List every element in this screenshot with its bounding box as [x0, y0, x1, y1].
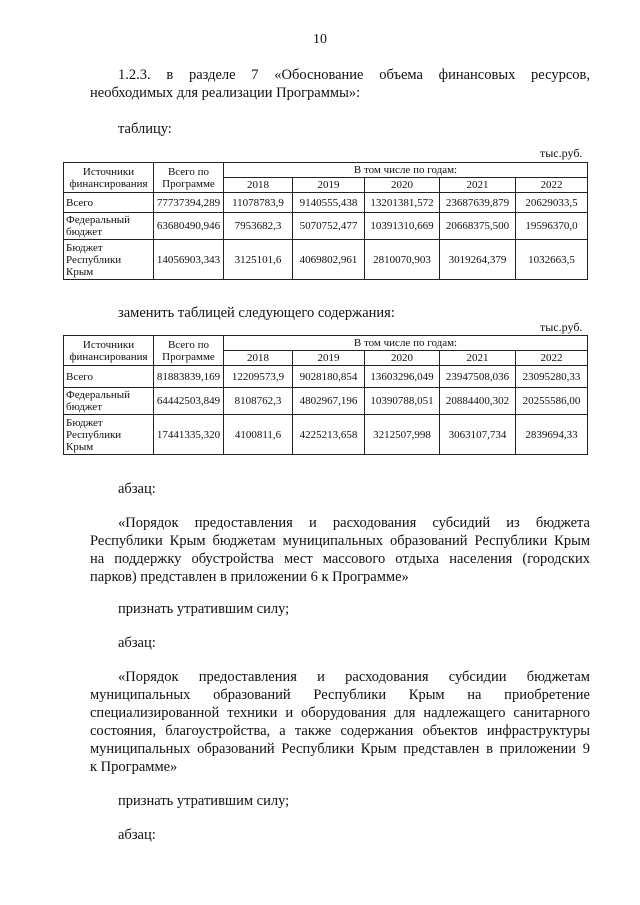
header-year: 2018	[224, 351, 293, 366]
quote2-line: к Программе»	[90, 759, 178, 775]
row-value: 19596370,0	[516, 213, 588, 240]
row-value: 23687639,879	[440, 193, 516, 213]
page-number: 10	[313, 32, 327, 47]
table-row	[64, 366, 588, 388]
row-value: 13603296,049	[365, 366, 440, 388]
invalid-text-1: признать утратившим силу;	[118, 601, 290, 617]
header-year: 2021	[440, 351, 516, 366]
table-row	[64, 240, 588, 280]
header-total: Всего по Программе	[154, 336, 224, 366]
quote1-line: Республики Крым бюджетам муниципальных образований Республики Крым	[90, 533, 590, 549]
row-value: 3063107,734	[440, 415, 516, 455]
header-source: Источники финансирования	[64, 163, 154, 193]
header-year: 2020	[365, 178, 440, 193]
row-value: 10391310,669	[365, 213, 440, 240]
row-value: 3212507,998	[365, 415, 440, 455]
row-value: 13201381,572	[365, 193, 440, 213]
row-value: 20884400,302	[440, 388, 516, 415]
row-source: Федеральный бюджет	[64, 388, 154, 415]
row-value: 23095280,33	[516, 366, 588, 388]
header-by-years: В том числе по годам:	[224, 336, 588, 351]
row-value: 20255586,00	[516, 388, 588, 415]
row-value: 20668375,500	[440, 213, 516, 240]
row-total: 63680490,946	[154, 213, 224, 240]
row-value: 4225213,658	[293, 415, 365, 455]
row-value: 10390788,051	[365, 388, 440, 415]
table-row	[64, 193, 588, 213]
row-total: 14056903,343	[154, 240, 224, 280]
row-value: 9140555,438	[293, 193, 365, 213]
row-value: 23947508,036	[440, 366, 516, 388]
row-source: Бюджет Республики Крым	[64, 415, 154, 455]
row-total: 17441335,320	[154, 415, 224, 455]
quote2-line: состояния, благоустройства, а также содержания объектов инфраструктуры	[90, 723, 590, 739]
header-year: 2019	[293, 178, 365, 193]
table-row	[64, 415, 588, 455]
quote2-line: муниципальных образований Республики Крым на приобретение	[90, 687, 590, 703]
row-value: 20629033,5	[516, 193, 588, 213]
abzac-label-2: абзац:	[118, 635, 156, 651]
row-value: 3019264,379	[440, 240, 516, 280]
row-value: 5070752,477	[293, 213, 365, 240]
header-year: 2019	[293, 351, 365, 366]
row-source: Всего	[64, 193, 154, 213]
quote2-line: муниципальных образований Республики Крым представлен в приложении 9	[90, 741, 590, 757]
row-value: 4069802,961	[293, 240, 365, 280]
new-financing-table	[63, 335, 588, 455]
table-label: таблицу:	[118, 121, 172, 137]
table-row	[64, 213, 588, 240]
row-value: 8108762,3	[224, 388, 293, 415]
unit-label-2: тыс.руб.	[540, 320, 583, 334]
header-year: 2022	[516, 351, 588, 366]
header-source: Источники финансирования	[64, 336, 154, 366]
quote1-line: парков) представлен в приложении 6 к Программе»	[90, 569, 409, 585]
row-value: 4802967,196	[293, 388, 365, 415]
unit-label-1: тыс.руб.	[540, 146, 583, 160]
invalid-text-2: признать утратившим силу;	[118, 793, 290, 809]
table-row	[64, 388, 588, 415]
row-value: 7953682,3	[224, 213, 293, 240]
header-total: Всего по Программе	[154, 163, 224, 193]
abzac-label-1: абзац:	[118, 481, 156, 497]
row-value: 2810070,903	[365, 240, 440, 280]
header-year: 2018	[224, 178, 293, 193]
row-value: 9028180,854	[293, 366, 365, 388]
header-year: 2022	[516, 178, 588, 193]
row-value: 2839694,33	[516, 415, 588, 455]
header-year: 2020	[365, 351, 440, 366]
row-total: 64442503,849	[154, 388, 224, 415]
quote2-line: «Порядок предоставления и расходования субсидии бюджетам	[118, 669, 590, 685]
quote1-line: «Порядок предоставления и расходования субсидий из бюджета	[118, 515, 590, 531]
row-value: 11078783,9	[224, 193, 293, 213]
row-source: Всего	[64, 366, 154, 388]
row-source: Федеральный бюджет	[64, 213, 154, 240]
abzac-label-3: абзац:	[118, 827, 156, 843]
quote1-line: на поддержку обустройства мест массового отдыха населения (городских	[90, 551, 590, 567]
replace-instruction: заменить таблицей следующего содержания:	[118, 305, 395, 321]
section-heading-line-1: 1.2.3. в разделе 7 «Обоснование объема финансовых ресурсов,	[118, 67, 590, 83]
header-year: 2021	[440, 178, 516, 193]
row-value: 12209573,9	[224, 366, 293, 388]
old-financing-table	[63, 162, 588, 280]
row-total: 77737394,289	[154, 193, 224, 213]
header-by-years: В том числе по годам:	[224, 163, 588, 178]
section-heading-line-2: необходимых для реализации Программы»:	[90, 85, 361, 101]
row-source: Бюджет Республики Крым	[64, 240, 154, 280]
row-value: 3125101,6	[224, 240, 293, 280]
quote2-line: специализированной техники и оборудования для надлежащего санитарного	[90, 705, 590, 721]
row-value: 4100811,6	[224, 415, 293, 455]
row-value: 1032663,5	[516, 240, 588, 280]
row-total: 81883839,169	[154, 366, 224, 388]
